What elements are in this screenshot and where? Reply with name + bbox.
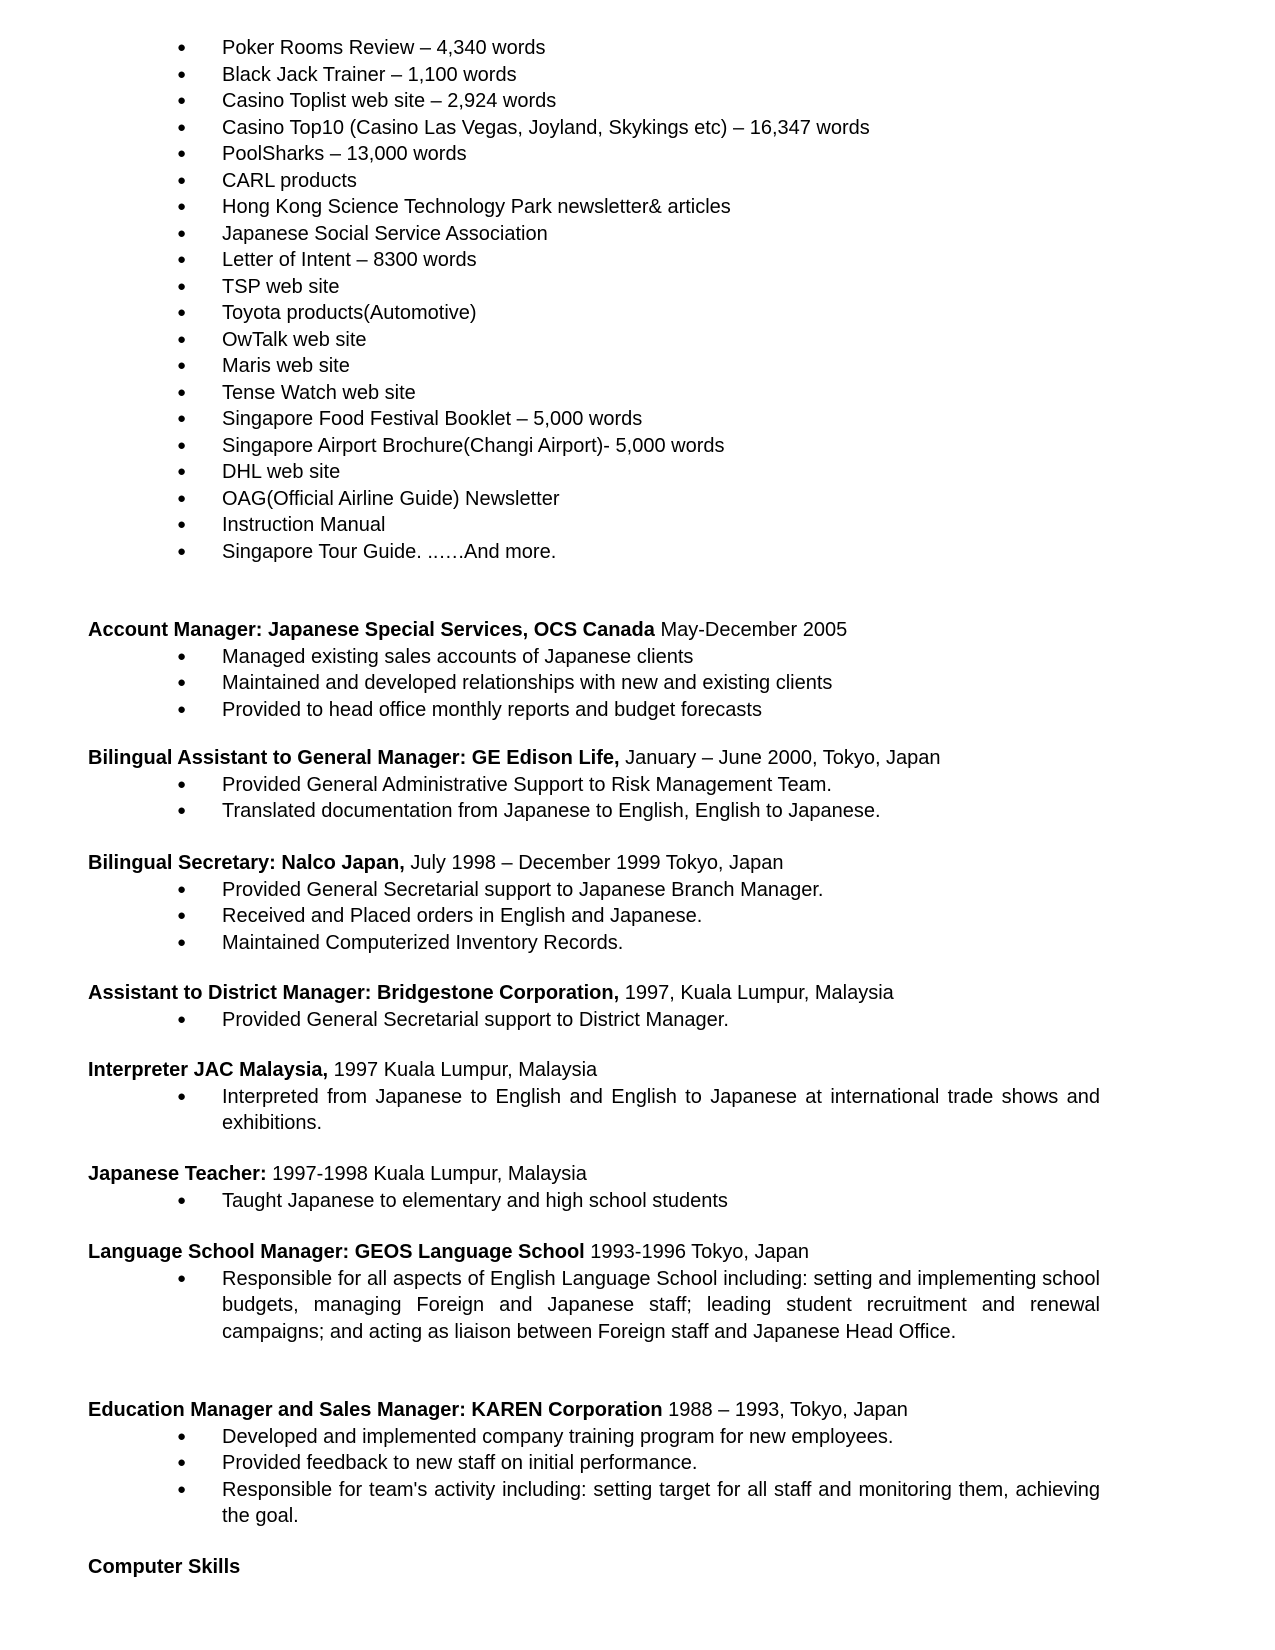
list-item: ● Responsible for team's activity including: setting target for all staff and monitoring them, achieving the goal. — [177, 1478, 1100, 1527]
list-item: ● Provided to head office monthly reports and budget forecasts — [0, 697, 1100, 724]
list-item: ● Casino Top10 (Casino Las Vegas, Joyland, Skykings etc) – 16,347 words — [0, 115, 1100, 142]
bullet-icon: ● — [177, 304, 187, 321]
list-item: ● Black Jack Trainer – 1,100 words — [0, 62, 1100, 89]
job-bullets — [0, 1266, 1275, 1346]
bullet-icon: ● — [177, 277, 187, 295]
projects-section — [0, 35, 1275, 565]
bullet-icon: ● — [177, 463, 187, 480]
bullet-icon: ● — [177, 489, 187, 507]
job-entry-nalco-japan — [0, 850, 1275, 956]
bullet-icon: ● — [177, 907, 187, 924]
bullet-icon: ● — [177, 436, 187, 454]
bullet-icon: ● — [177, 39, 187, 56]
list-item: ● Maintained Computerized Inventory Records. — [0, 930, 1100, 957]
list-item: ● Provided General Administrative Support to Risk Management Team. — [0, 772, 1100, 799]
computer-skills-section — [0, 1554, 1275, 1581]
bullet-icon: ● — [177, 145, 187, 162]
job-bullets — [0, 1188, 1275, 1215]
bullet-icon: ● — [177, 171, 187, 189]
bullet-icon: ● — [177, 516, 187, 533]
bullet-icon: ● — [177, 1480, 187, 1498]
list-item: ● Poker Rooms Review – 4,340 words — [0, 35, 1100, 62]
list-item: ● Interpreted from Japanese to English and English to Japanese at international trade shows and exhibitions. — [177, 1085, 1100, 1134]
job-heading: Assistant to District Manager: Bridgestone Corporation, 1997, Kuala Lumpur, Malaysia — [88, 982, 894, 1004]
list-item: ● PoolSharks – 13,000 words — [0, 141, 1100, 168]
list-item: ● CARL products — [0, 168, 1100, 195]
projects-list — [0, 35, 1275, 565]
job-heading: Account Manager: Japanese Special Services, OCS Canada May-December 2005 — [88, 619, 848, 641]
bullet-icon: ● — [177, 933, 187, 951]
bullet-icon: ● — [177, 775, 187, 793]
list-item: ● Toyota products(Automotive) — [0, 300, 1100, 327]
bullet-icon: ● — [177, 1010, 187, 1028]
list-item: ● Letter of Intent – 8300 words — [0, 247, 1100, 274]
list-item: ● Japanese Social Service Association — [0, 221, 1100, 248]
list-item: ● Maintained and developed relationships with new and existing clients — [0, 670, 1100, 697]
list-item: ● Managed existing sales accounts of Japanese clients — [0, 644, 1100, 671]
list-item: ● Tense Watch web site — [0, 380, 1100, 407]
bullet-icon: ● — [177, 1454, 187, 1471]
list-item: ● Maris web site — [0, 353, 1100, 380]
job-entry-ocs-canada — [0, 617, 1275, 723]
bullet-icon: ● — [177, 1427, 187, 1445]
bullet-icon: ● — [177, 802, 187, 819]
list-item: ● Responsible for all aspects of English Language School including: setting and implementing school budgets, managing Foreign and Japanese staff; leading student recruitment and renewal campaigns; and acting as liaison between Foreign staff and Japanese Head Office. — [177, 1267, 1100, 1343]
list-item: ● TSP web site — [0, 274, 1100, 301]
list-item: ● Provided feedback to new staff on initial performance. — [0, 1450, 1100, 1477]
list-item: ● OwTalk web site — [0, 327, 1100, 354]
list-item: ● DHL web site — [0, 459, 1100, 486]
job-entry-bridgestone — [0, 980, 1275, 1033]
job-entry-ge-edison — [0, 745, 1275, 825]
job-bullets — [0, 772, 1275, 825]
job-heading: Interpreter JAC Malaysia, 1997 Kuala Lumpur, Malaysia — [88, 1059, 598, 1081]
list-item: ● Casino Toplist web site – 2,924 words — [0, 88, 1100, 115]
bullet-icon: ● — [177, 410, 187, 427]
bullet-icon: ● — [177, 92, 187, 109]
bullet-icon: ● — [177, 118, 187, 136]
bullet-icon: ● — [177, 700, 187, 718]
bullet-icon: ● — [177, 224, 187, 242]
bullet-icon: ● — [177, 880, 187, 898]
job-heading: Bilingual Assistant to General Manager: GE Edison Life, January – June 2000, Tokyo, Japan — [88, 747, 941, 769]
bullet-icon: ● — [177, 251, 187, 268]
job-entry-jac-malaysia — [0, 1057, 1275, 1137]
job-bullets — [0, 1084, 1275, 1137]
list-item: ● Instruction Manual — [0, 512, 1100, 539]
bullet-icon: ● — [177, 330, 187, 348]
bullet-icon: ● — [177, 357, 187, 374]
list-item: ● Singapore Tour Guide. ..….And more. — [0, 539, 1100, 566]
list-item: ● Developed and implemented company training program for new employees. — [0, 1424, 1100, 1451]
job-entry-geos — [0, 1239, 1275, 1345]
section-heading: Computer Skills — [88, 1556, 241, 1578]
bullet-icon: ● — [177, 674, 187, 691]
job-heading: Bilingual Secretary: Nalco Japan, July 1998 – December 1999 Tokyo, Japan — [88, 852, 784, 874]
job-bullets — [0, 1424, 1275, 1530]
bullet-icon: ● — [177, 198, 187, 215]
list-item: ● Singapore Food Festival Booklet – 5,000 words — [0, 406, 1100, 433]
job-entry-karen — [0, 1397, 1275, 1530]
bullet-icon: ● — [177, 383, 187, 401]
bullet-icon: ● — [177, 1087, 187, 1105]
bullet-icon: ● — [177, 1269, 187, 1287]
list-item: ● Singapore Airport Brochure(Changi Airport)- 5,000 words — [0, 433, 1100, 460]
list-item: ● Received and Placed orders in English and Japanese. — [0, 903, 1100, 930]
list-item: ● Provided General Secretarial support to Japanese Branch Manager. — [0, 877, 1100, 904]
job-heading: Language School Manager: GEOS Language School 1993-1996 Tokyo, Japan — [88, 1241, 809, 1263]
list-item: ● Provided General Secretarial support to District Manager. — [0, 1007, 1100, 1034]
bullet-icon: ● — [177, 1191, 187, 1209]
job-bullets — [0, 1007, 1275, 1034]
bullet-icon: ● — [177, 65, 187, 83]
list-item: ● Translated documentation from Japanese to English, English to Japanese. — [0, 798, 1100, 825]
job-heading: Japanese Teacher: 1997-1998 Kuala Lumpur, Malaysia — [88, 1163, 587, 1185]
list-item: ● Hong Kong Science Technology Park newsletter& articles — [0, 194, 1100, 221]
list-item: ● Taught Japanese to elementary and high school students — [0, 1188, 1100, 1215]
job-entry-japanese-teacher — [0, 1161, 1275, 1214]
bullet-icon: ● — [177, 647, 187, 665]
job-bullets — [0, 644, 1275, 724]
job-heading: Education Manager and Sales Manager: KAREN Corporation 1988 – 1993, Tokyo, Japan — [88, 1399, 908, 1421]
bullet-icon: ● — [177, 542, 187, 560]
list-item: ● OAG(Official Airline Guide) Newsletter — [0, 486, 1100, 513]
job-bullets — [0, 877, 1275, 957]
